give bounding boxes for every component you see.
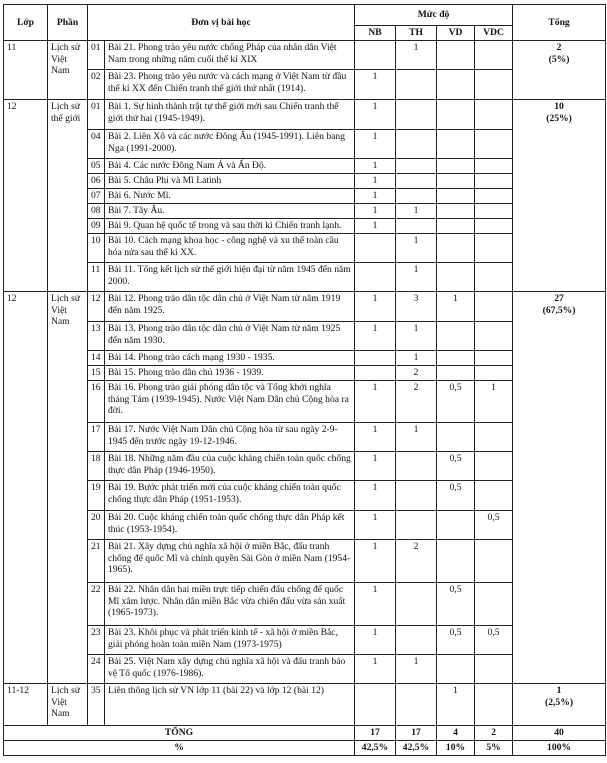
score-vdc: 1 (475, 381, 513, 423)
totals-row (4, 726, 606, 741)
score-vdc (475, 100, 513, 130)
lesson-number: 01 (88, 41, 105, 70)
score-vd (437, 219, 475, 234)
score-th (396, 583, 437, 626)
lesson-title: Bài 1. Sự hình thành trật tự thế giới mới sau Chiến tranh thế giới thứ hai (1945-1949). (105, 100, 355, 130)
lesson-number: 06 (88, 174, 105, 189)
score-th: 1 (396, 263, 437, 292)
lesson-title: Liên thông lịch sử VN lớp 11 (bài 22) và lớp 12 (bài 12) (105, 684, 355, 726)
group-total-count: 2 (556, 42, 562, 53)
lesson-number: 01 (88, 100, 105, 130)
score-th: 1 (396, 423, 437, 452)
score-vdc (475, 130, 513, 159)
percent-nb: 42,5% (355, 741, 396, 756)
score-vd (437, 100, 475, 130)
score-th (396, 130, 437, 159)
group-total-cell (513, 684, 606, 726)
score-vd: 0,5 (437, 381, 475, 423)
score-nb: 1 (355, 189, 396, 204)
score-nb: 1 (355, 100, 396, 130)
lesson-number: 10 (88, 234, 105, 263)
score-th (396, 159, 437, 174)
lesson-title: Bài 6. Nước Mĩ. (105, 189, 355, 204)
phan-cell: Lịch sử Việt Nam (48, 292, 88, 684)
table-row (4, 41, 606, 70)
lop-cell: 12 (4, 100, 48, 292)
lesson-title: Bài 17. Nước Việt Nam Dân chủ Cộng hòa từ sau ngày 2-9-1945 đến trước ngày 19-12-1946. (105, 423, 355, 452)
lesson-title: Bài 4. Các nước Đông Nam Á và Ấn Độ. (105, 159, 355, 174)
header-vdc: VDC (475, 26, 513, 41)
lop-cell: 11 (4, 41, 48, 100)
score-nb: 1 (355, 70, 396, 100)
lesson-title: Bài 10. Cách mạng khoa học - công nghệ và xu thế toàn cầu hóa nửa sau thế kỉ XX. (105, 234, 355, 263)
score-th: 1 (396, 41, 437, 70)
totals-vdc: 2 (475, 726, 513, 741)
lesson-title: Bài 9. Quan hệ quốc tế trong và sau thời kì Chiến tranh lạnh. (105, 219, 355, 234)
score-vd (437, 263, 475, 292)
score-vdc (475, 204, 513, 219)
score-th (396, 452, 437, 481)
score-vd (437, 366, 475, 381)
lesson-title: Bài 12. Phong trào dân tộc dân chủ ở Việt Nam từ năm 1919 đến năm 1925. (105, 292, 355, 322)
score-nb (355, 684, 396, 726)
table-row (4, 684, 606, 726)
score-vd (437, 234, 475, 263)
score-vd: 1 (437, 684, 475, 726)
lesson-number: 18 (88, 452, 105, 481)
score-nb: 1 (355, 204, 396, 219)
score-vdc: 0,5 (475, 626, 513, 655)
score-vd: 0,5 (437, 583, 475, 626)
lesson-number: 35 (88, 684, 105, 726)
score-vd (437, 159, 475, 174)
group-total-percent: (67,5%) (542, 304, 576, 316)
lesson-number: 04 (88, 130, 105, 159)
score-th: 2 (396, 366, 437, 381)
lesson-number: 07 (88, 189, 105, 204)
lop-cell: 12 (4, 292, 48, 684)
table-body (4, 41, 606, 726)
lesson-number: 17 (88, 423, 105, 452)
header-vd: VD (437, 26, 475, 41)
score-vdc (475, 423, 513, 452)
header-phan: Phần (48, 5, 88, 41)
group-total-cell (513, 41, 606, 100)
lesson-number: 12 (88, 292, 105, 322)
score-vdc (475, 174, 513, 189)
header-lop: Lớp (4, 5, 48, 41)
score-nb (355, 41, 396, 70)
score-th (396, 100, 437, 130)
score-th: 2 (396, 381, 437, 423)
lesson-title: Bài 23. Khôi phục và phát triển kinh tế - xã hội ở miền Bắc, giải phóng hoàn toàn miền Nam (1973-1975) (105, 626, 355, 655)
lesson-title: Bài 25. Việt Nam xây dựng chủ nghĩa xã hội và đấu tranh bảo vệ Tổ quốc (1976-1986). (105, 655, 355, 684)
header-don-vi-bai-hoc: Đơn vị bài học (88, 5, 355, 41)
score-vd (437, 174, 475, 189)
score-nb: 1 (355, 452, 396, 481)
table-row (4, 100, 606, 130)
score-vdc (475, 322, 513, 351)
score-th (396, 481, 437, 511)
score-nb: 1 (355, 159, 396, 174)
group-total-percent: (2,5%) (545, 696, 574, 708)
lesson-title: Bài 21. Phong trào yêu nước chống Pháp của nhân dân Việt Nam trong những năm cuối thế kỉ XIX (105, 41, 355, 70)
lesson-title: Bài 15. Phong trào dân chủ 1936 - 1939. (105, 366, 355, 381)
score-nb: 1 (355, 381, 396, 423)
group-total-percent: (5%) (548, 53, 570, 65)
score-vdc: 0,5 (475, 511, 513, 540)
score-vd (437, 655, 475, 684)
score-vdc (475, 159, 513, 174)
score-th: 2 (396, 540, 437, 583)
group-total-percent: (25%) (546, 112, 572, 124)
percent-row (4, 741, 606, 756)
score-th (396, 189, 437, 204)
score-vd (437, 540, 475, 583)
percent-th: 42,5% (396, 741, 437, 756)
lesson-number: 22 (88, 583, 105, 626)
group-total-count: 10 (554, 101, 564, 112)
lesson-title: Bài 21. Xây dựng chủ nghĩa xã hội ở miền Bắc, đấu tranh chống đế quốc Mĩ và chính quyền Sài Gòn ở miền Nam (1954-1965). (105, 540, 355, 583)
percent-vdc: 5% (475, 741, 513, 756)
score-th: 3 (396, 292, 437, 322)
lesson-title: Bài 11. Tổng kết lịch sử thế giới hiện đại từ năm 1945 đến năm 2000. (105, 263, 355, 292)
score-vdc (475, 292, 513, 322)
score-nb: 1 (355, 219, 396, 234)
score-nb: 1 (355, 481, 396, 511)
score-vd (437, 423, 475, 452)
score-vdc (475, 41, 513, 70)
score-nb: 1 (355, 540, 396, 583)
score-th (396, 174, 437, 189)
score-th (396, 511, 437, 540)
score-vd (437, 130, 475, 159)
score-vd (437, 511, 475, 540)
lesson-number: 08 (88, 204, 105, 219)
score-vdc (475, 540, 513, 583)
header-tong: Tổng (513, 5, 606, 41)
score-vdc (475, 684, 513, 726)
score-vd: 0,5 (437, 481, 475, 511)
score-vdc (475, 655, 513, 684)
score-nb: 1 (355, 292, 396, 322)
totals-tong: 40 (513, 726, 606, 741)
score-nb: 1 (355, 174, 396, 189)
lesson-title: Bài 18. Những năm đầu của cuộc kháng chiến toàn quốc chống thực dân Pháp (1946-1950). (105, 452, 355, 481)
lesson-title: Bài 19. Bước phát triển mới của cuộc kháng chiến toàn quốc chống thực dân Pháp (1951-1953). (105, 481, 355, 511)
score-nb: 1 (355, 626, 396, 655)
score-th: 1 (396, 322, 437, 351)
lesson-number: 02 (88, 70, 105, 100)
lop-cell: 11-12 (4, 684, 48, 726)
lesson-title: Bài 23. Phong trào yêu nước và cách mạng ở Việt Nam từ đầu thế kỉ XX đến Chiến tranh thế giới thứ nhất (1914). (105, 70, 355, 100)
score-nb: 1 (355, 583, 396, 626)
score-vd (437, 189, 475, 204)
score-th (396, 70, 437, 100)
score-vd (437, 322, 475, 351)
score-vd (437, 70, 475, 100)
score-vdc (475, 366, 513, 381)
score-nb (355, 234, 396, 263)
phan-cell: Lịch sử Việt Nam (48, 41, 88, 100)
score-th (396, 684, 437, 726)
lesson-number: 11 (88, 263, 105, 292)
score-th: 1 (396, 204, 437, 219)
lesson-number: 05 (88, 159, 105, 174)
score-vdc (475, 189, 513, 204)
group-total-count: 1 (556, 685, 562, 696)
phan-cell: Lịch sử Việt Nam (48, 684, 88, 726)
score-vdc (475, 263, 513, 292)
lesson-number: 09 (88, 219, 105, 234)
lesson-number: 13 (88, 322, 105, 351)
lesson-title: Bài 5. Châu Phi và Mĩ Latinh (105, 174, 355, 189)
group-total-count: 27 (554, 293, 564, 304)
lesson-number: 23 (88, 626, 105, 655)
score-th: 1 (396, 351, 437, 366)
score-nb: 1 (355, 423, 396, 452)
lesson-title: Bài 13. Phong trào dân tộc dân chủ ở Việt Nam từ năm 1925 đến năm 1930. (105, 322, 355, 351)
lesson-number: 16 (88, 381, 105, 423)
score-th (396, 626, 437, 655)
lesson-title: Bài 22. Nhân dân hai miền trực tiếp chiến đấu chống đế quốc Mĩ xâm lược. Nhân dân miền Bắc vừa chiến đấu vừa sản xuất (1965-1973). (105, 583, 355, 626)
score-vdc (475, 481, 513, 511)
score-nb: 1 (355, 511, 396, 540)
score-nb: 1 (355, 655, 396, 684)
score-nb: 1 (355, 322, 396, 351)
lesson-title: Bài 20. Cuộc kháng chiến toàn quốc chống thực dân Pháp kết thúc (1953-1954). (105, 511, 355, 540)
totals-label: TỔNG (4, 726, 355, 741)
lesson-number: 14 (88, 351, 105, 366)
score-nb (355, 263, 396, 292)
score-th (396, 219, 437, 234)
score-vd (437, 351, 475, 366)
group-total-cell (513, 100, 606, 292)
lesson-number: 21 (88, 540, 105, 583)
header-th: TH (396, 26, 437, 41)
score-nb (355, 351, 396, 366)
header-nb: NB (355, 26, 396, 41)
table-header (4, 5, 606, 41)
lesson-title: Bài 14. Phong trào cách mạng 1930 - 1935. (105, 351, 355, 366)
score-th: 1 (396, 655, 437, 684)
lesson-title: Bài 2. Liên Xô và các nước Đông Âu (1945-1991). Liên bang Nga (1991-2000). (105, 130, 355, 159)
lesson-number: 20 (88, 511, 105, 540)
group-total-cell (513, 292, 606, 684)
header-muc-do: Mức độ (355, 5, 513, 26)
lesson-number: 24 (88, 655, 105, 684)
lesson-title: Bài 16. Phong trào giải phóng dân tộc và Tổng khởi nghĩa tháng Tám (1939-1945). Nước Việt Nam Dân chủ Cộng hòa ra đời. (105, 381, 355, 423)
score-vdc (475, 234, 513, 263)
percent-tong: 100% (513, 741, 606, 756)
phan-cell: Lịch sử thế giới (48, 100, 88, 292)
lesson-title: Bài 7. Tây Âu. (105, 204, 355, 219)
totals-vd: 4 (437, 726, 475, 741)
score-vdc (475, 351, 513, 366)
lesson-number: 15 (88, 366, 105, 381)
lesson-number: 19 (88, 481, 105, 511)
percent-vd: 10% (437, 741, 475, 756)
exam-matrix-table (3, 4, 606, 756)
score-vdc (475, 219, 513, 234)
totals-th: 17 (396, 726, 437, 741)
table-footer (4, 726, 606, 756)
totals-nb: 17 (355, 726, 396, 741)
percent-label: % (4, 741, 355, 756)
score-vd: 0,5 (437, 452, 475, 481)
score-vd: 1 (437, 292, 475, 322)
score-vd (437, 41, 475, 70)
score-vdc (475, 452, 513, 481)
score-vd (437, 204, 475, 219)
table-row (4, 292, 606, 322)
score-nb: 1 (355, 130, 396, 159)
score-vdc (475, 70, 513, 100)
score-vdc (475, 583, 513, 626)
score-th: 1 (396, 234, 437, 263)
score-vd: 0,5 (437, 626, 475, 655)
score-nb (355, 366, 396, 381)
